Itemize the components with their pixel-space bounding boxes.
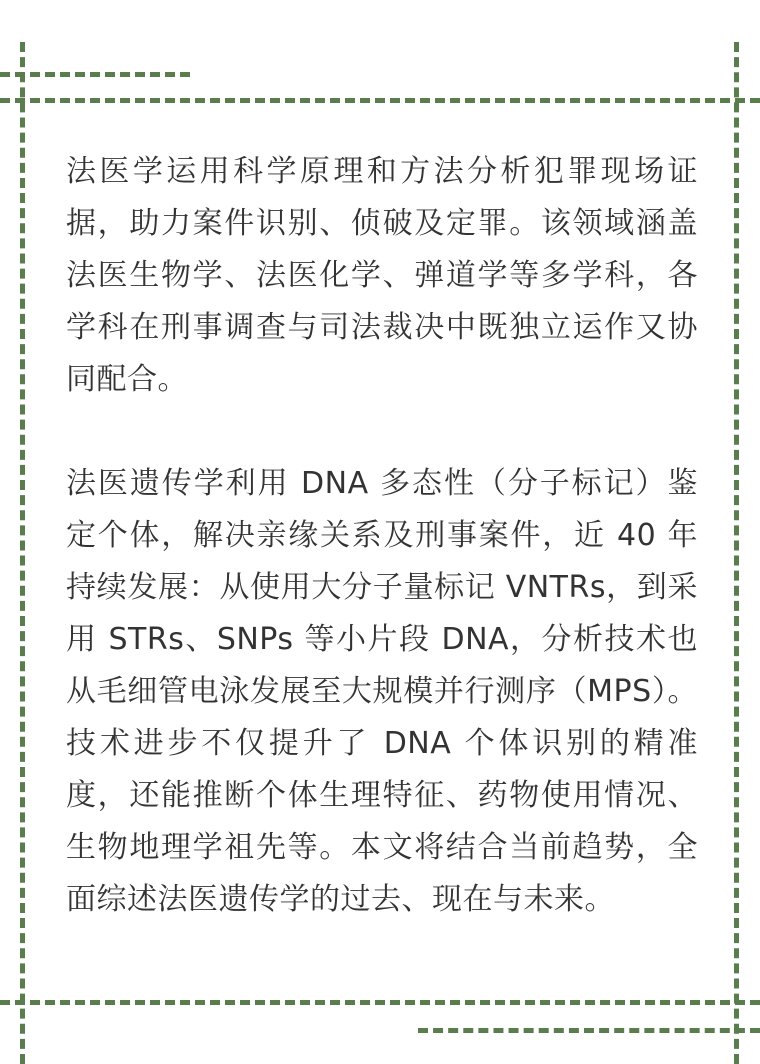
- frame-top-line: [0, 98, 760, 103]
- frame-left-line: [20, 42, 25, 1064]
- article-body: [66, 146, 698, 926]
- frame-top-short-line: [0, 72, 190, 77]
- frame-bottom-line: [0, 1000, 760, 1005]
- frame-right-line: [734, 42, 739, 1064]
- frame-bottom-short-line: [418, 1028, 760, 1033]
- paragraph-forensic-genetics: 法医遗传学利用 DNA 多态性（分子标记）鉴定个体，解决亲缘关系及刑事案件，近 40 年持续发展：从使用大分子量标记 VNTRs，到采用 STRs、SNPs 等小片段 DNA，分析技术也从毛细管电泳发展至大规模并行测序（MPS）。技术进步不仅提升了 DNA 个体识别的精准度，还能推断个体生理特征、药物使用情况、生物地理学祖先等。本文将结合当前趋势，全面综述法医遗传学的过去、现在与未来。: [66, 466, 698, 917]
- paragraph-intro: 法医学运用科学原理和方法分析犯罪现场证据，助力案件识别、侦破及定罪。该领域涵盖法医生物学、法医化学、弹道学等多学科，各学科在刑事调查与司法裁决中既独立运作又协同配合。: [66, 154, 698, 397]
